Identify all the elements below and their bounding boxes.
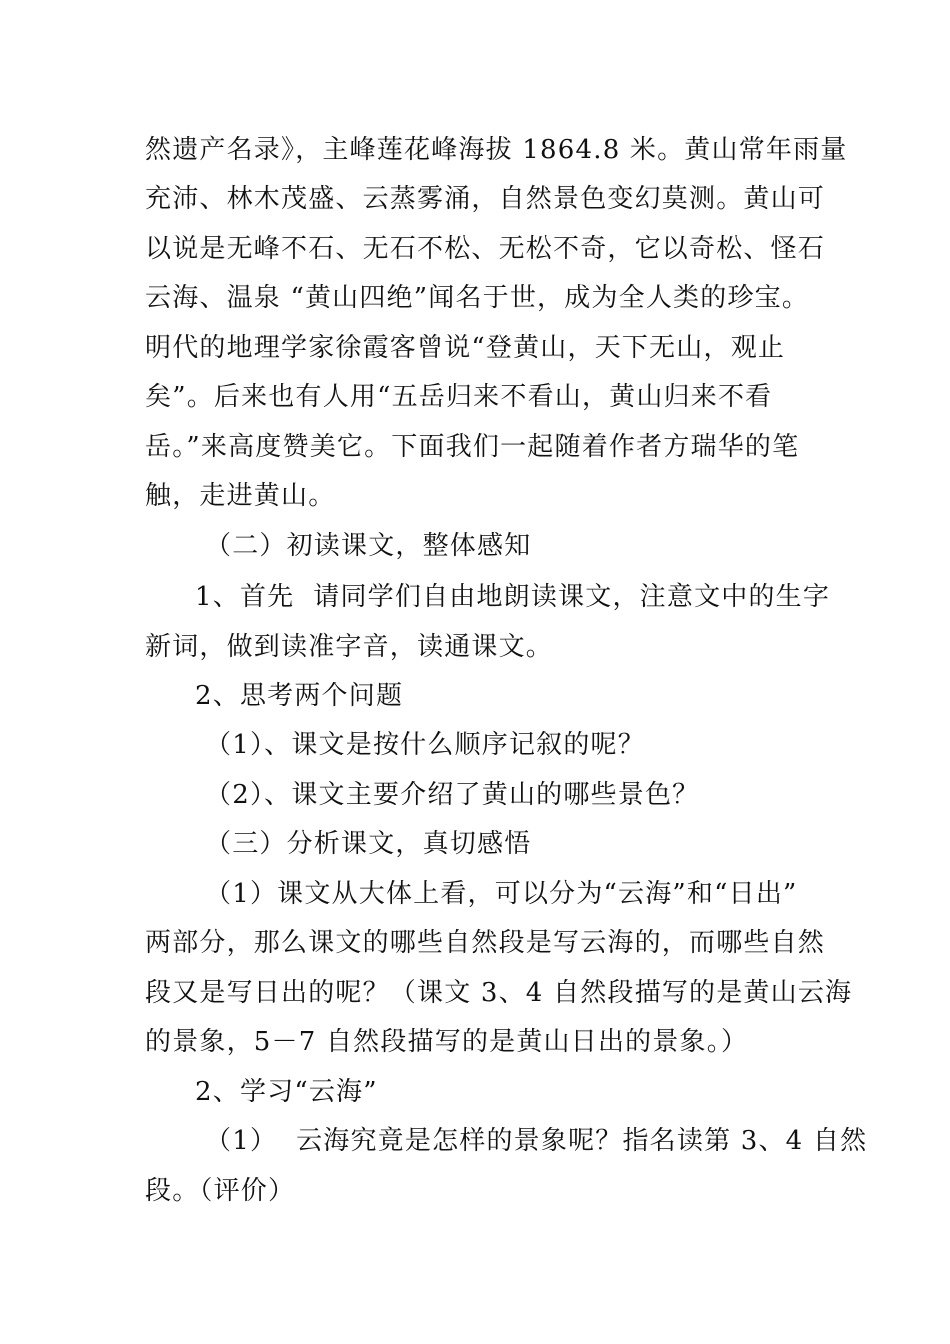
text-line: 1、首先 请同学们自由地朗读课文，注意文中的生字 xyxy=(195,582,831,612)
text-line: 段又是写日出的呢？（课文 3、4 自然段描写的是黄山云海 xyxy=(145,978,853,1008)
text-line: （1）课文从大体上看，可以分为“云海”和“日出” xyxy=(205,879,798,909)
text-line: 云海、温泉 “黄山四绝”闻名于世，成为全人类的珍宝。 xyxy=(145,283,810,313)
text-line: 2、思考两个问题 xyxy=(195,681,404,711)
text-line: 2、学习“云海” xyxy=(195,1077,378,1107)
text-line: 岳。”来高度赞美它。下面我们一起随着作者方瑞华的笔 xyxy=(145,432,800,462)
section-heading: （二）初读课文，整体感知 xyxy=(205,531,532,561)
text-line: 明代的地理学家徐霞客曾说“登黄山，天下无山，观止 xyxy=(145,333,786,363)
text-line: 段。（评价） xyxy=(145,1176,296,1206)
question-item: （2）、课文主要介绍了黄山的哪些景色？ xyxy=(205,780,700,810)
question-item: （1）、课文是按什么顺序记叙的呢？ xyxy=(205,730,645,760)
text-line: 新词，做到读准字音，读通课文。 xyxy=(145,632,554,662)
text-line: 的景象，5－7 自然段描写的是黄山日出的景象。） xyxy=(145,1027,749,1057)
text-line: （1） 云海究竟是怎样的景象呢？指名读第 3、4 自然 xyxy=(205,1126,868,1156)
section-heading: （三）分析课文，真切感悟 xyxy=(205,829,532,859)
text-line: 以说是无峰不石、无石不松、无松不奇，它以奇松、怪石 xyxy=(145,234,826,264)
text-line: 充沛、林木茂盛、云蒸雾涌，自然景色变幻莫测。黄山可 xyxy=(145,184,826,214)
text-line: 两部分，那么课文的哪些自然段是写云海的，而哪些自然 xyxy=(145,928,826,958)
text-line: 触，走进黄山。 xyxy=(145,481,336,511)
text-line: 然遗产名录》，主峰莲花峰海拔 1864.8 米。黄山常年雨量 xyxy=(145,135,848,165)
text-line: 矣”。后来也有人用“五岳归来不看山，黄山归来不看 xyxy=(145,382,773,412)
